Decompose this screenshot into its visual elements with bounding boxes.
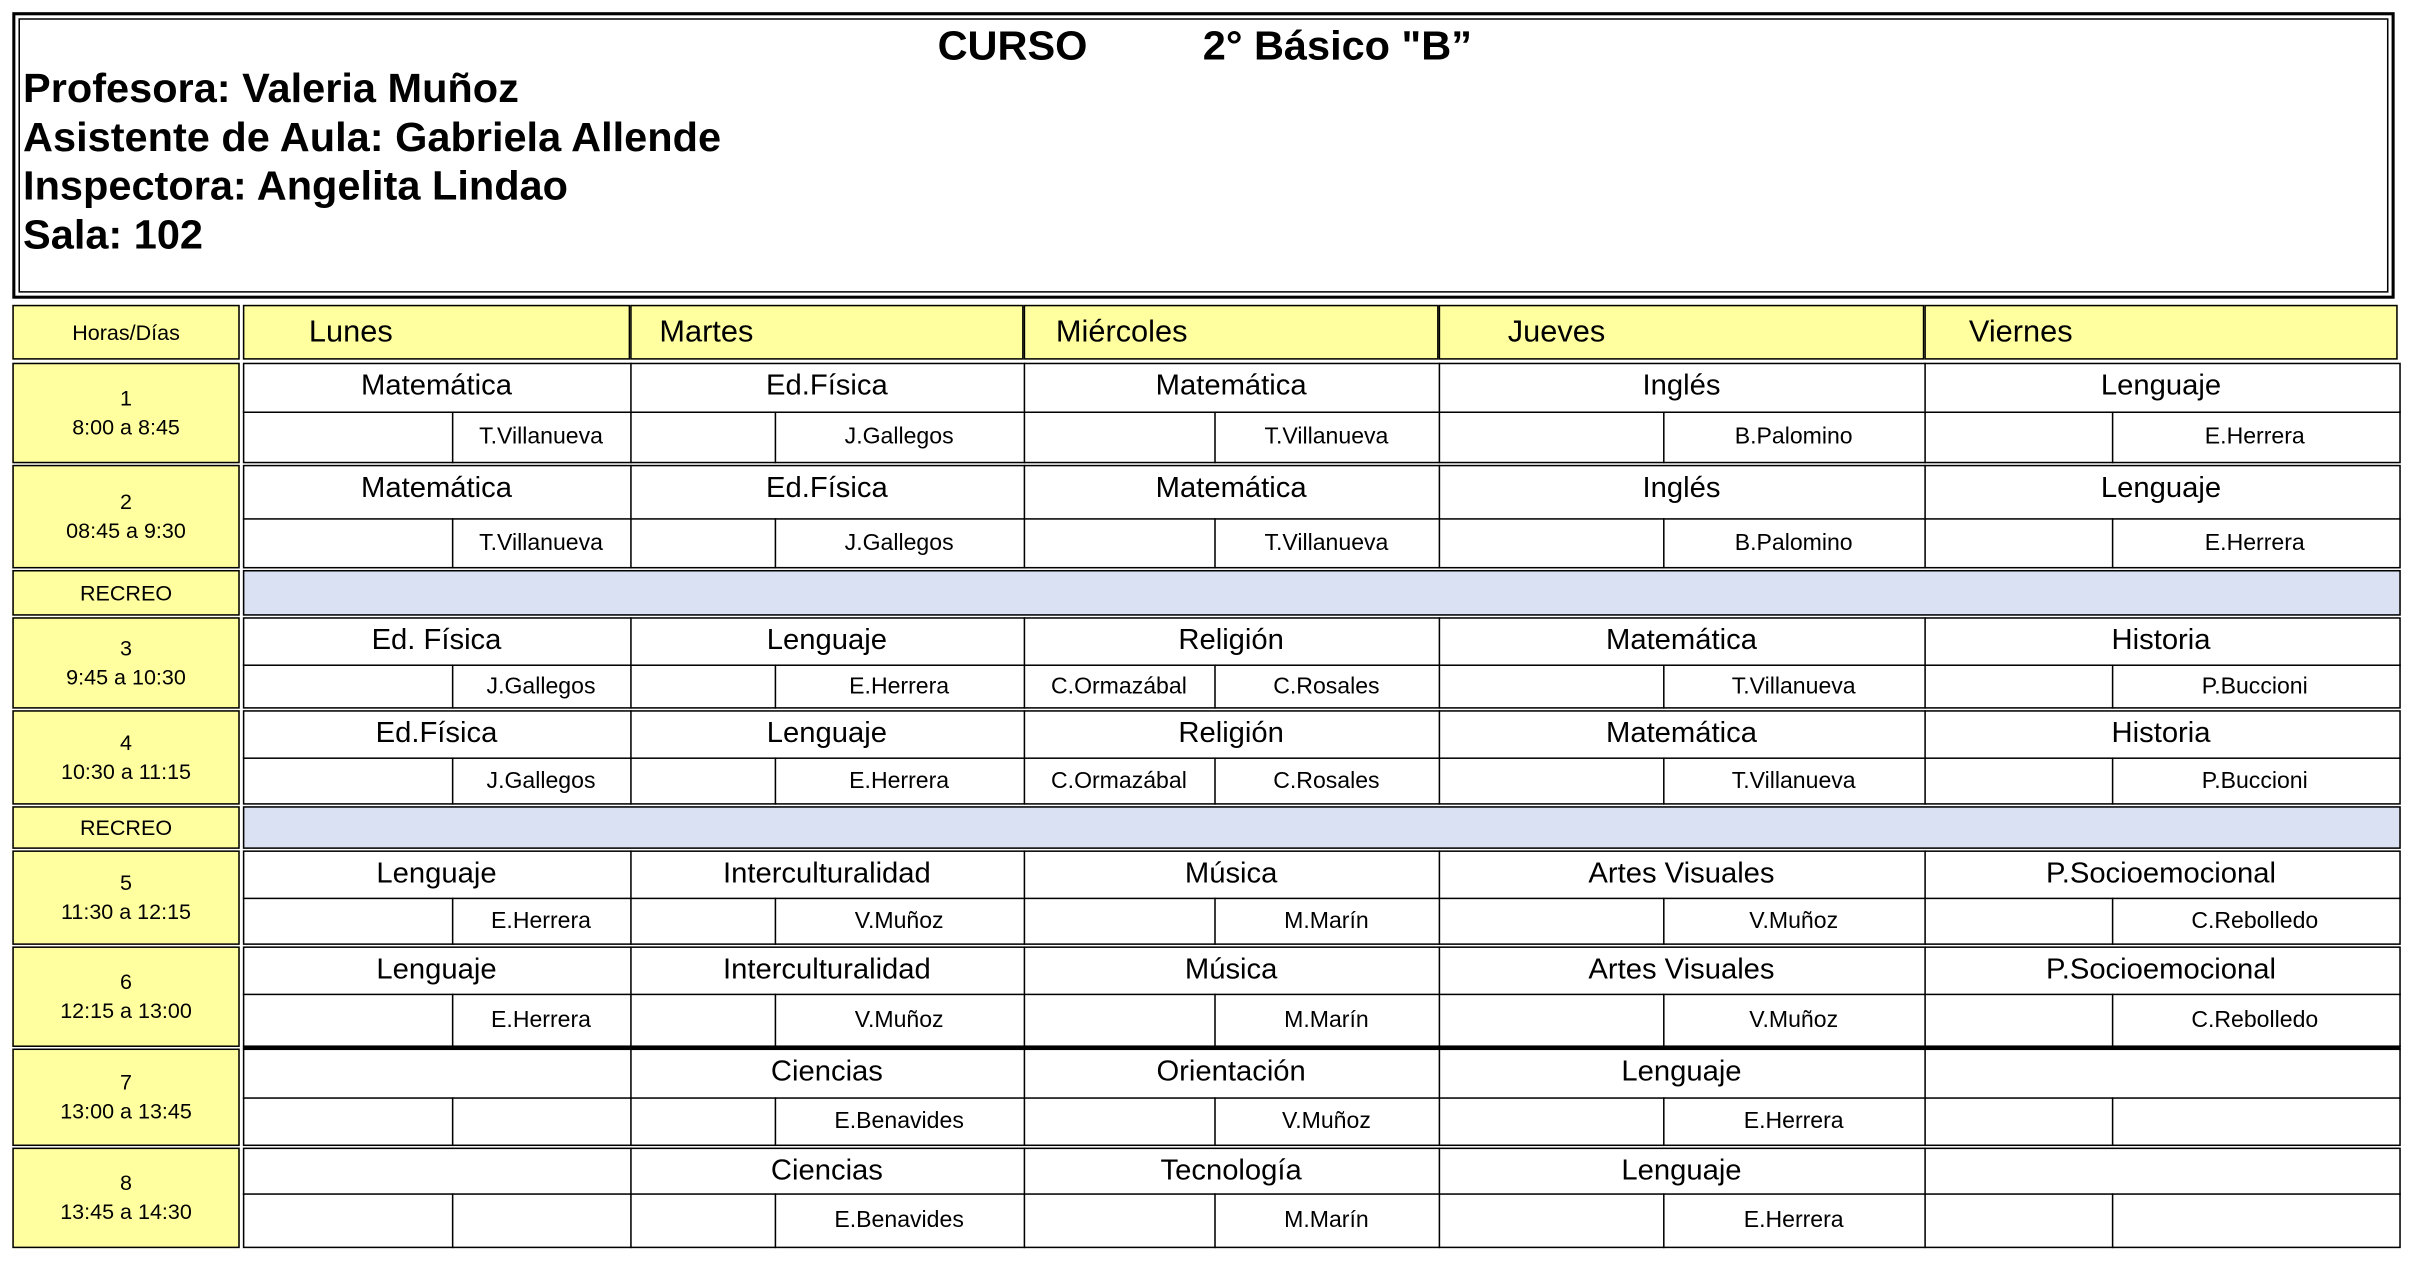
teacher-right: T.Villanueva bbox=[1731, 767, 1856, 794]
col-divider bbox=[1924, 1148, 1926, 1249]
period-cell bbox=[12, 850, 239, 944]
corner-header bbox=[12, 305, 239, 360]
subject-label: Interculturalidad bbox=[722, 858, 931, 891]
teacher-right: M.Marín bbox=[1284, 1006, 1369, 1033]
subject-label: Matemática bbox=[1605, 717, 1757, 750]
day-header-1 bbox=[630, 305, 1023, 360]
period-cell bbox=[12, 1049, 239, 1147]
teacher-right: J.Gallegos bbox=[486, 672, 596, 699]
teacher-right: V.Muñoz bbox=[854, 1006, 944, 1033]
period-time: 08:45 a 9:30 bbox=[66, 518, 186, 543]
assistant-line: Asistente de Aula: Gabriela Allende bbox=[23, 114, 722, 161]
teacher-right: V.Muñoz bbox=[1281, 1107, 1371, 1134]
break-label-cell bbox=[12, 806, 239, 849]
teacher-right: E.Benavides bbox=[834, 1107, 964, 1134]
teacher-right: T.Villanueva bbox=[479, 423, 603, 450]
period-time: 13:00 a 13:45 bbox=[60, 1098, 192, 1124]
subject-label: Lenguaje bbox=[2100, 370, 2222, 403]
subject-label: Matemática bbox=[361, 472, 512, 505]
col-divider bbox=[1924, 1049, 1926, 1147]
break-band bbox=[243, 570, 2401, 616]
teacher-right: T.Villanueva bbox=[479, 529, 603, 556]
subject-label: Música bbox=[1184, 858, 1278, 891]
period-number: 6 bbox=[120, 969, 133, 994]
day-label: Lunes bbox=[308, 315, 393, 349]
period-number: 8 bbox=[120, 1170, 133, 1195]
teacher-right: B.Palomino bbox=[1734, 529, 1853, 556]
subject-label: Lenguaje bbox=[376, 858, 497, 891]
day-label: Jueves bbox=[1507, 315, 1606, 349]
teacher-right: E.Herrera bbox=[2204, 529, 2305, 556]
period-time: 12:15 a 13:00 bbox=[60, 998, 192, 1023]
subject-label: Artes Visuales bbox=[1588, 858, 1775, 891]
teacher-right: P.Buccioni bbox=[2201, 672, 2308, 699]
teacher-divider bbox=[2112, 1097, 2114, 1146]
row-divider bbox=[243, 757, 2401, 759]
subject-label: Religión bbox=[1178, 624, 1284, 657]
teacher-right: C.Rebolledo bbox=[2191, 1006, 2319, 1033]
inspector-line: Inspectora: Angelita Lindao bbox=[23, 163, 568, 209]
subject-label: Lenguaje bbox=[1621, 1155, 1742, 1188]
period-number: 5 bbox=[120, 870, 133, 895]
corner-label: Horas/Días bbox=[72, 320, 180, 345]
subject-label: Interculturalidad bbox=[722, 954, 931, 987]
day-label: Martes bbox=[659, 315, 754, 349]
period-time: 13:45 a 14:30 bbox=[60, 1199, 192, 1224]
day-header-2 bbox=[1024, 305, 1439, 360]
subject-label: Lenguaje bbox=[1621, 1056, 1742, 1089]
break-label-cell bbox=[12, 570, 239, 616]
teacher-right: J.Gallegos bbox=[486, 767, 596, 794]
subject-label: Ciencias bbox=[770, 1056, 883, 1089]
teacher-line: Profesora: Valeria Muñoz bbox=[23, 65, 519, 112]
break-label: RECREO bbox=[79, 815, 173, 840]
schedule-header bbox=[12, 12, 2394, 299]
day-header-0 bbox=[243, 305, 630, 360]
subject-label: Religión bbox=[1178, 717, 1284, 750]
teacher-right: P.Buccioni bbox=[2201, 767, 2308, 794]
teacher-right: V.Muñoz bbox=[1749, 1006, 1839, 1033]
subject-label: Orientación bbox=[1156, 1056, 1306, 1089]
period-number: 3 bbox=[120, 635, 133, 660]
teacher-right: V.Muñoz bbox=[854, 907, 944, 934]
subject-label: Historia bbox=[2111, 624, 2211, 657]
period-number: 2 bbox=[120, 489, 133, 514]
row-divider bbox=[243, 411, 2401, 413]
course-title: CURSO 2° Básico "B” bbox=[937, 22, 1472, 69]
break-label: RECREO bbox=[79, 580, 173, 606]
teacher-right: T.Villanueva bbox=[1731, 672, 1856, 699]
subject-label: Inglés bbox=[1642, 472, 1721, 505]
subject-label: Ed.Física bbox=[375, 717, 498, 750]
break-band bbox=[243, 806, 2401, 849]
teacher-right: E.Herrera bbox=[1743, 1207, 1844, 1233]
subject-label: Lenguaje bbox=[376, 954, 497, 987]
afternoon-separator bbox=[243, 1045, 2401, 1050]
day-header-4 bbox=[1924, 305, 2397, 360]
row-divider bbox=[243, 898, 2401, 900]
period-time: 10:30 a 11:15 bbox=[60, 758, 192, 784]
teacher-right: T.Villanueva bbox=[1264, 423, 1389, 450]
room-line: Sala: 102 bbox=[23, 211, 204, 258]
period-number: 1 bbox=[120, 385, 133, 410]
teacher-right: E.Herrera bbox=[491, 907, 592, 934]
subject-label: Matemática bbox=[1155, 370, 1307, 403]
subject-label: Lenguaje bbox=[766, 624, 887, 657]
subject-label: Artes Visuales bbox=[1588, 954, 1775, 987]
subject-label: Ed. Física bbox=[371, 624, 502, 657]
teacher-right: E.Herrera bbox=[1743, 1107, 1844, 1134]
period-cell bbox=[12, 710, 239, 804]
row-divider bbox=[243, 1193, 2401, 1195]
teacher-right: C.Rosales bbox=[1273, 767, 1380, 794]
teacher-right: M.Marín bbox=[1284, 1207, 1369, 1233]
teacher-right: E.Herrera bbox=[491, 1006, 592, 1033]
row-divider bbox=[243, 994, 2401, 996]
subject-label: Lenguaje bbox=[2100, 472, 2222, 505]
teacher-right: T.Villanueva bbox=[1264, 529, 1389, 556]
period-time: 9:45 a 10:30 bbox=[66, 664, 186, 689]
period-cell bbox=[12, 363, 239, 464]
teacher-left: C.Ormazábal bbox=[1051, 767, 1187, 794]
subject-label: Historia bbox=[2111, 717, 2211, 750]
day-label: Miércoles bbox=[1055, 315, 1188, 349]
row-divider bbox=[243, 1097, 2401, 1099]
teacher-right: E.Herrera bbox=[849, 672, 950, 699]
subject-label: Música bbox=[1184, 954, 1278, 987]
teacher-right: B.Palomino bbox=[1734, 423, 1853, 450]
subject-label: P.Socioemocional bbox=[2046, 954, 2277, 987]
subject-label: Tecnología bbox=[1160, 1155, 1302, 1188]
period-time: 11:30 a 12:15 bbox=[60, 899, 192, 924]
teacher-divider bbox=[452, 1193, 454, 1248]
subject-label: Ciencias bbox=[770, 1155, 883, 1188]
period-cell bbox=[12, 946, 239, 1047]
day-header-3 bbox=[1439, 305, 1925, 360]
subject-label: Lenguaje bbox=[766, 717, 887, 750]
teacher-right: E.Herrera bbox=[849, 767, 950, 794]
subject-label: Inglés bbox=[1642, 370, 1721, 403]
subject-label: Ed.Física bbox=[766, 472, 888, 505]
subject-label: Matemática bbox=[1155, 472, 1307, 505]
day-label: Viernes bbox=[1968, 315, 2073, 349]
period-number: 4 bbox=[120, 729, 133, 755]
teacher-left: C.Ormazábal bbox=[1051, 672, 1187, 699]
teacher-right: C.Rosales bbox=[1273, 672, 1380, 699]
teacher-right: C.Rebolledo bbox=[2191, 907, 2319, 934]
period-cell bbox=[12, 617, 239, 708]
teacher-divider bbox=[2112, 1193, 2114, 1248]
teacher-right: J.Gallegos bbox=[844, 423, 954, 450]
subject-label: Matemática bbox=[361, 370, 512, 403]
teacher-right: M.Marín bbox=[1284, 907, 1369, 934]
row-divider bbox=[243, 518, 2401, 520]
period-cell bbox=[12, 1148, 239, 1249]
period-number: 7 bbox=[120, 1069, 133, 1095]
teacher-divider bbox=[452, 1097, 454, 1146]
period-time: 8:00 a 8:45 bbox=[72, 414, 180, 439]
period-cell bbox=[12, 465, 239, 569]
teacher-right: E.Benavides bbox=[834, 1207, 964, 1233]
subject-label: P.Socioemocional bbox=[2046, 858, 2277, 891]
teacher-right: V.Muñoz bbox=[1749, 907, 1839, 934]
teacher-right: E.Herrera bbox=[2204, 423, 2305, 450]
subject-label: Matemática bbox=[1605, 624, 1757, 657]
row-divider bbox=[243, 664, 2401, 666]
teacher-right: J.Gallegos bbox=[844, 529, 954, 556]
subject-label: Ed.Física bbox=[766, 370, 888, 403]
